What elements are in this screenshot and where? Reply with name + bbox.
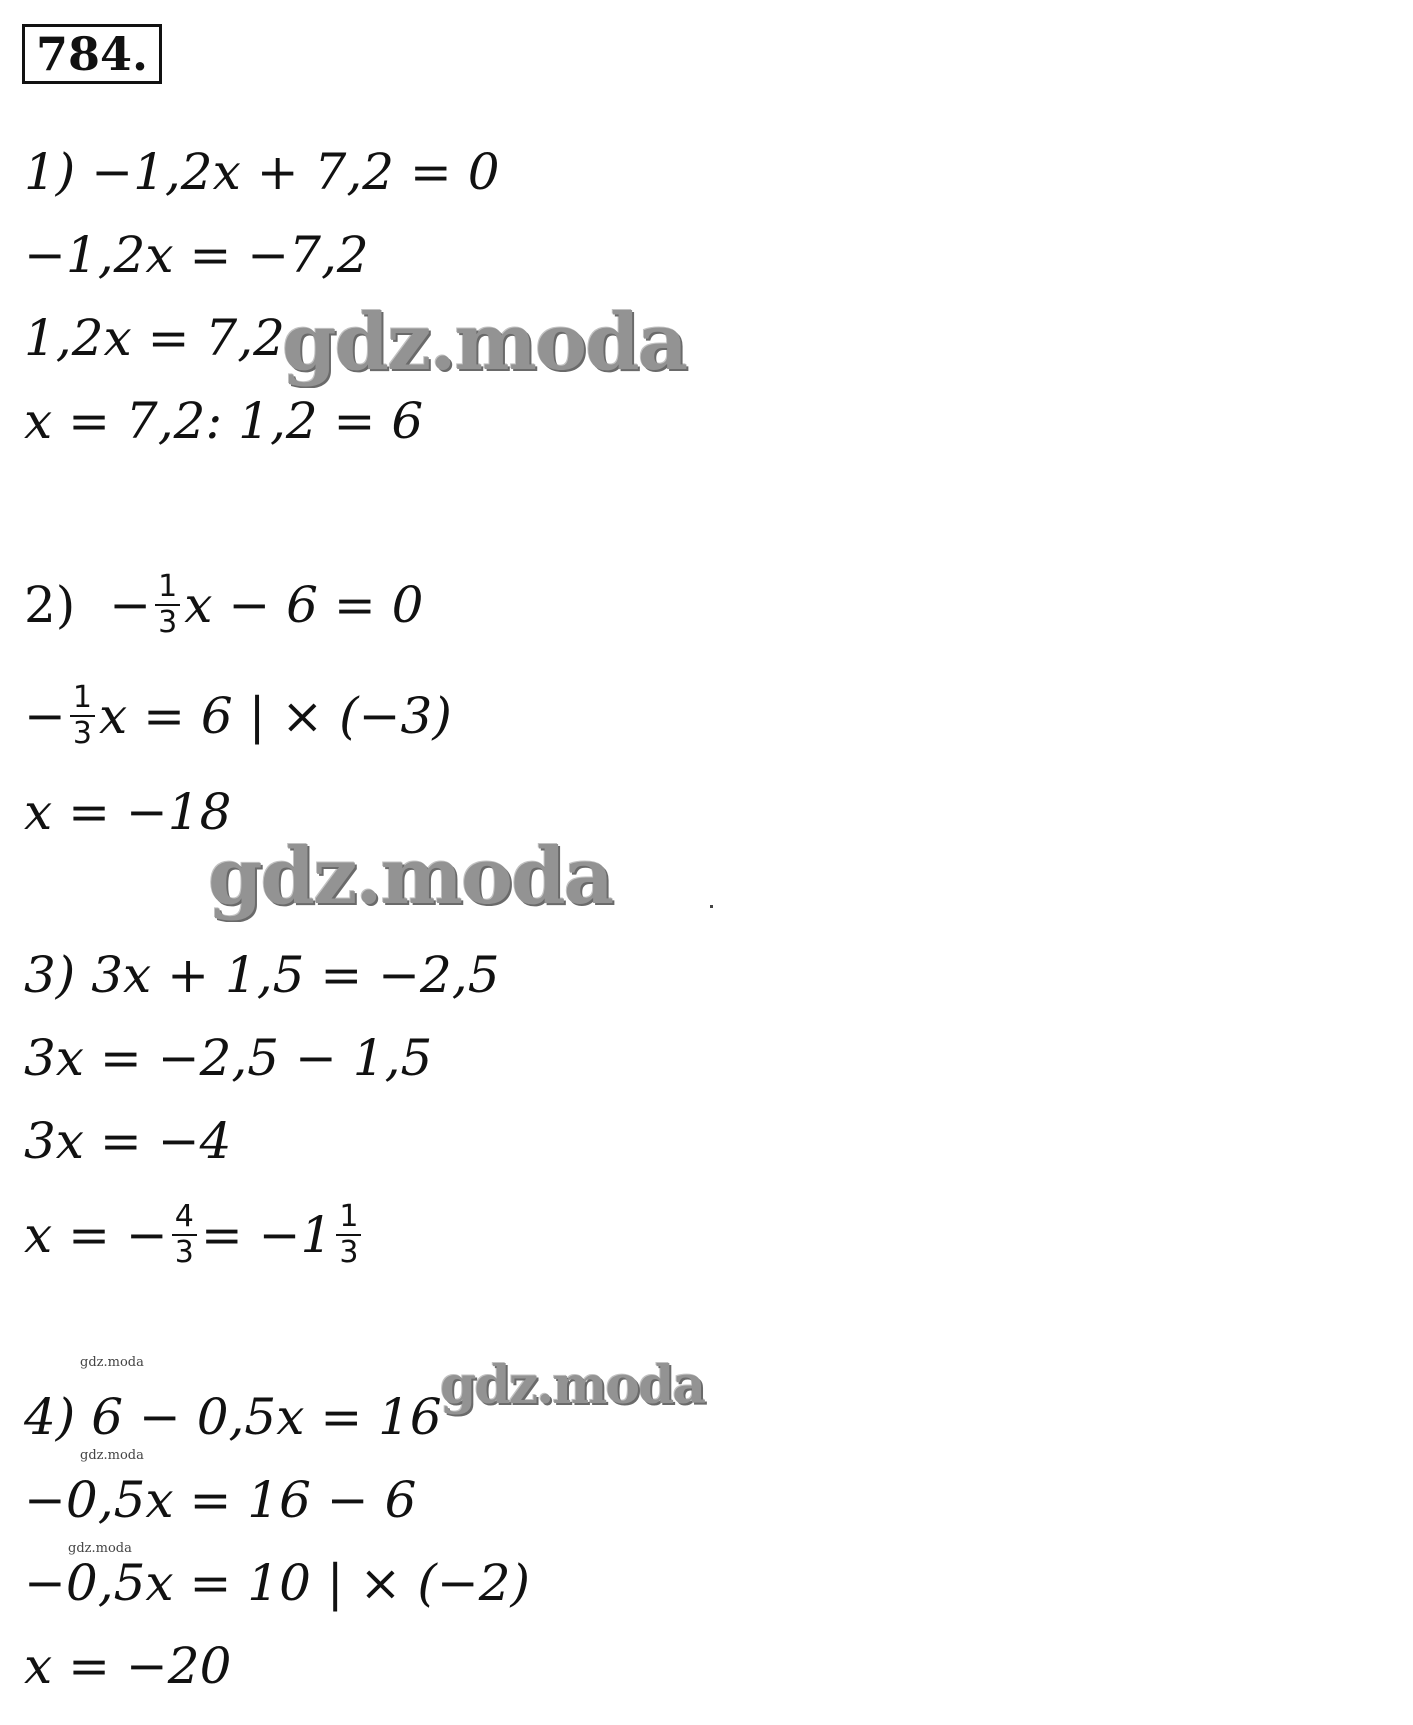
fraction-four-thirds: $\frac{4}{3}$	[172, 1200, 197, 1270]
problem-3-line-3: 3x = −4	[24, 1112, 232, 1170]
problem-2-line-2: − $\frac{1}{3}$ x = 6 | × (−3)	[24, 680, 452, 751]
problem-2-line-1: 2) − $\frac{1}{3}$ x − 6 = 0	[24, 569, 424, 640]
problem-4-line-4: x = −20	[24, 1637, 232, 1695]
problem-4-line-3: −0,5x = 10 | × (−2)	[24, 1554, 531, 1612]
watermark: gdz.moda	[282, 297, 687, 388]
problem-3-line-4: x = − $\frac{4}{3}$ = −1 $\frac{1}{3}$	[24, 1190, 365, 1280]
problem-1-line-2: −1,2x = −7,2	[24, 226, 369, 284]
problem-3-line-1: 3) 3x + 1,5 = −2,5	[24, 946, 500, 1004]
problem-1-line-4: x = 7,2: 1,2 = 6	[24, 392, 424, 450]
problem-2-line-3: x = −18	[24, 783, 232, 841]
problem-4-line-1: 4) 6 − 0,5x = 16	[24, 1388, 442, 1446]
problem-4-line-2: −0,5x = 16 − 6	[24, 1471, 417, 1529]
problem-3-line-2: 3x = −2,5 − 1,5	[24, 1029, 433, 1087]
watermark: gdz.moda	[208, 831, 613, 922]
problem-1-line-1: 1) −1,2x + 7,2 = 0	[24, 143, 500, 201]
watermark-small: gdz.moda	[80, 1448, 144, 1463]
task-number-box: 784.	[22, 24, 162, 84]
watermark-small: gdz.moda	[68, 1541, 132, 1556]
watermark-small: gdz.moda	[80, 1355, 144, 1370]
fraction-one-third: $\frac{1}{3}$	[336, 1200, 361, 1270]
fraction-one-third: $\frac{1}{3}$	[155, 570, 180, 640]
problem-1-line-3: 1,2x = 7,2	[24, 309, 285, 367]
fraction-one-third: $\frac{1}{3}$	[70, 681, 95, 751]
stray-mark	[710, 905, 713, 908]
watermark: gdz.moda	[440, 1355, 705, 1416]
